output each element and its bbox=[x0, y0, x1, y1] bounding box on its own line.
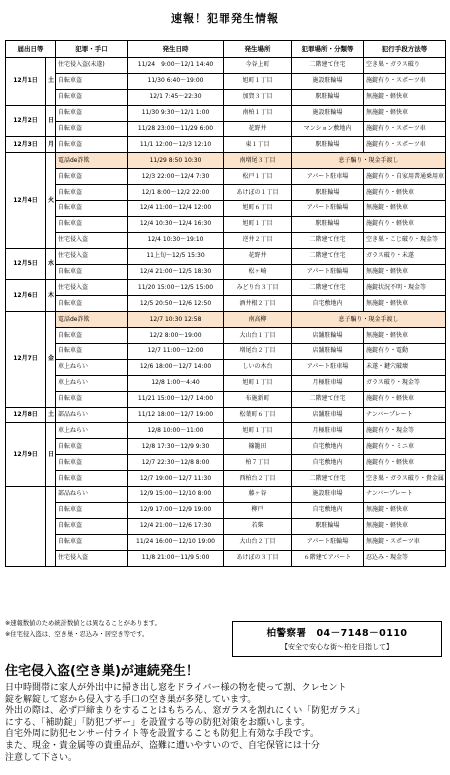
crime-place: 旭町１丁目 bbox=[224, 73, 292, 89]
crime-method: 未遂・鍵穴破壊 bbox=[364, 359, 446, 375]
crime-type: 自転車盗 bbox=[56, 455, 128, 471]
table-row bbox=[6, 232, 446, 248]
crime-datetime: 11/20 15:00～12/5 15:00 bbox=[128, 280, 224, 296]
crime-place: 逆井２丁目 bbox=[224, 232, 292, 248]
crime-method: 無施錠・軽快車 bbox=[364, 518, 446, 534]
table-row bbox=[6, 58, 446, 74]
crime-type: 住宅侵入盗(未遂) bbox=[56, 58, 128, 74]
crime-type: 車上ねらい bbox=[56, 375, 128, 391]
crime-type: 自転車盗 bbox=[56, 169, 128, 185]
table-row bbox=[6, 201, 446, 217]
crime-place: 加賀３丁目 bbox=[224, 89, 292, 105]
crime-method: 空き巣・こじ破り・現金等 bbox=[364, 232, 446, 248]
note-definition: ※住宅侵入盗は、空き巣・忍込み・居空き等です。 bbox=[5, 631, 149, 638]
report-date: 12月6日 bbox=[6, 280, 46, 312]
crime-method: 忍込み・現金等 bbox=[364, 550, 446, 566]
crime-datetime: 12/1 7:45～22:30 bbox=[128, 89, 224, 105]
table-body bbox=[6, 58, 446, 567]
table-row bbox=[6, 137, 446, 153]
place-type: アパート駐車場 bbox=[292, 359, 364, 375]
crime-place: 増尾台２丁目 bbox=[224, 344, 292, 360]
crime-place: 藤ヶ谷 bbox=[224, 487, 292, 503]
crime-datetime: 12/8 1:00～4:40 bbox=[128, 375, 224, 391]
crime-method: 施錠有り・ミニ車 bbox=[364, 439, 446, 455]
table-row bbox=[6, 248, 446, 264]
table-row bbox=[6, 344, 446, 360]
crime-method: 施錠有り・現金等 bbox=[364, 423, 446, 439]
crime-type: 自転車盗 bbox=[56, 518, 128, 534]
crime-method: 施錠有り・電動 bbox=[364, 344, 446, 360]
table-row bbox=[6, 375, 446, 391]
place-type: 自宅敷地内 bbox=[292, 296, 364, 312]
crime-type: 部品ねらい bbox=[56, 487, 128, 503]
table-row bbox=[6, 407, 446, 423]
crime-type: 自転車盗 bbox=[56, 89, 128, 105]
table-row bbox=[6, 534, 446, 550]
crime-place: 柳戸 bbox=[224, 502, 292, 518]
crime-type: 自転車盗 bbox=[56, 121, 128, 137]
header-crime-type: 犯罪・手口 bbox=[56, 41, 128, 58]
crime-type: 自転車盗 bbox=[56, 439, 128, 455]
police-slogan: 【安全で安心な街～柏を目指して】 bbox=[281, 643, 393, 651]
table-row bbox=[6, 455, 446, 471]
crime-type: 自転車盗 bbox=[56, 296, 128, 312]
police-contact-box bbox=[232, 621, 442, 657]
report-weekday: 金 bbox=[46, 312, 56, 407]
crime-method: 空き巣・ガラス破り bbox=[364, 58, 446, 74]
crime-type: 自転車盗 bbox=[56, 216, 128, 232]
crime-datetime: 11/21 15:00～12/7 14:00 bbox=[128, 391, 224, 407]
crime-type: 自転車盗 bbox=[56, 328, 128, 344]
crime-place: 花野井 bbox=[224, 248, 292, 264]
header-date: 届出日等 bbox=[6, 41, 56, 58]
alert-line: 錠を解錠して窓から侵入する手口の空き巣が多発しています。 bbox=[5, 694, 257, 705]
table-header-row bbox=[6, 41, 446, 58]
report-date: 12月9日 bbox=[6, 423, 46, 487]
crime-type: 自転車盗 bbox=[56, 264, 128, 280]
crime-datetime: 12/7 10:30 12:58 bbox=[128, 312, 224, 328]
crime-details: 息子騙り・現金手渡し bbox=[292, 312, 446, 328]
crime-method: 無施錠・軽快車 bbox=[364, 89, 446, 105]
crime-place: みどり台３丁目 bbox=[224, 280, 292, 296]
crime-method: 施錠有り・スポーツ車 bbox=[364, 121, 446, 137]
place-type: 駅駐輪場 bbox=[292, 89, 364, 105]
crime-place: 松戸１丁目 bbox=[224, 169, 292, 185]
report-weekday: 土 bbox=[46, 407, 56, 423]
crime-type: 住宅侵入盗 bbox=[56, 248, 128, 264]
place-type: 駅駐輪場 bbox=[292, 137, 364, 153]
crime-datetime: 11/28 23:00～11/29 6:00 bbox=[128, 121, 224, 137]
report-weekday: 木 bbox=[46, 280, 56, 312]
crime-datetime: 12/8 10:00～11:00 bbox=[128, 423, 224, 439]
report-weekday: 火 bbox=[46, 153, 56, 248]
crime-type: 車上ねらい bbox=[56, 423, 128, 439]
crime-place: 大山台２丁目 bbox=[224, 534, 292, 550]
report-weekday: 月 bbox=[46, 137, 56, 153]
crime-place: 南柏１丁目 bbox=[224, 105, 292, 121]
crime-method: 無施錠・軽快車 bbox=[364, 328, 446, 344]
crime-datetime: 12/1 8:00～12/2 22:00 bbox=[128, 185, 224, 201]
place-type: 駅駐輪場 bbox=[292, 518, 364, 534]
report-date: 12月7日 bbox=[6, 312, 46, 407]
crime-type: 車上ねらい bbox=[56, 359, 128, 375]
table-row bbox=[6, 105, 446, 121]
crime-details: 息子騙り・現金手渡し bbox=[292, 153, 446, 169]
report-date bbox=[6, 487, 46, 566]
crime-method: 施錠状況不明・現金等 bbox=[364, 280, 446, 296]
table-row bbox=[6, 550, 446, 566]
header-place: 発生場所 bbox=[224, 41, 292, 58]
place-type: 自宅敷地内 bbox=[292, 455, 364, 471]
crime-type: 部品ねらい bbox=[56, 407, 128, 423]
place-type: 店舗駐輪場 bbox=[292, 344, 364, 360]
place-type: マンション敷地内 bbox=[292, 121, 364, 137]
place-type: 月極駐車場 bbox=[292, 423, 364, 439]
crime-datetime: 11上旬～12/5 15:30 bbox=[128, 248, 224, 264]
crime-place: 大山台１丁目 bbox=[224, 328, 292, 344]
place-type: アパート駐輪場 bbox=[292, 534, 364, 550]
table-row bbox=[6, 153, 446, 169]
table-row bbox=[6, 280, 446, 296]
report-weekday: 日 bbox=[46, 105, 56, 137]
alert-line: 日中時間帯に家人が外出中に掃き出し窓をドライバー様の物を使って割、クレセント bbox=[5, 683, 347, 693]
crime-place: 西柏台２丁目 bbox=[224, 471, 292, 487]
crime-method: ガラス破り・現金等 bbox=[364, 375, 446, 391]
crime-datetime: 12/9 15:00～12/10 8:00 bbox=[128, 487, 224, 503]
police-phone: 柏警察署 04－7148－0110 bbox=[266, 628, 408, 639]
crime-place: あけぼの３丁目 bbox=[224, 550, 292, 566]
report-date: 12月2日 bbox=[6, 105, 46, 137]
header-place-type: 犯罪場所・分類等 bbox=[292, 41, 364, 58]
crime-method: 無施錠・軽快車 bbox=[364, 502, 446, 518]
table-row bbox=[6, 216, 446, 232]
crime-datetime: 12/8 17:30～12/9 9:30 bbox=[128, 439, 224, 455]
crime-place: 今谷上町 bbox=[224, 58, 292, 74]
place-type: アパート駐車場 bbox=[292, 169, 364, 185]
crime-datetime: 12/9 17:00～12/9 19:00 bbox=[128, 502, 224, 518]
crime-datetime: 12/5 20:50～12/6 12:50 bbox=[128, 296, 224, 312]
crime-method: 施錠有り・軽快車 bbox=[364, 391, 446, 407]
note-statistics: ※速報数値のため統計数値とは異なることがあります。 bbox=[5, 620, 161, 627]
crime-place: 旭町６丁目 bbox=[224, 201, 292, 217]
crime-type: 自転車盗 bbox=[56, 344, 128, 360]
table-row bbox=[6, 89, 446, 105]
table-row bbox=[6, 73, 446, 89]
place-type: 二階建て住宅 bbox=[292, 232, 364, 248]
place-type: 駅駐輪場 bbox=[292, 185, 364, 201]
page-title: 速報！犯罪発生情報 bbox=[171, 12, 279, 25]
table-row bbox=[6, 169, 446, 185]
crime-method: 施錠有り・スポーツ車 bbox=[364, 137, 446, 153]
crime-place: 東１丁目 bbox=[224, 137, 292, 153]
crime-place: 酒井根２丁目 bbox=[224, 296, 292, 312]
place-type: 二階建て住宅 bbox=[292, 391, 364, 407]
place-type: 店舗駐輪場 bbox=[292, 328, 364, 344]
crime-datetime: 11/30 9:30～12/1 1:00 bbox=[128, 105, 224, 121]
crime-method: 無施錠・スポーツ車 bbox=[364, 534, 446, 550]
place-type: 二階建て住宅 bbox=[292, 471, 364, 487]
place-type: 施設駐輪場 bbox=[292, 105, 364, 121]
table-row bbox=[6, 391, 446, 407]
crime-method: ナンバープレート bbox=[364, 407, 446, 423]
table-row bbox=[6, 328, 446, 344]
table-row bbox=[6, 312, 446, 328]
table-row bbox=[6, 423, 446, 439]
place-type: 施設駐輪場 bbox=[292, 73, 364, 89]
crime-type: 電話de詐欺 bbox=[56, 153, 128, 169]
header-datetime: 発生日時 bbox=[128, 41, 224, 58]
crime-method: ガラス破り・未遂 bbox=[364, 248, 446, 264]
crime-type: 自転車盗 bbox=[56, 73, 128, 89]
crime-datetime: 12/4 21:00～12/5 18:30 bbox=[128, 264, 224, 280]
report-date: 12月8日 bbox=[6, 407, 46, 423]
crime-type: 住宅侵入盗 bbox=[56, 232, 128, 248]
place-type: 駅駐輪場 bbox=[292, 216, 364, 232]
place-type: 自宅敷地内 bbox=[292, 502, 364, 518]
report-weekday bbox=[46, 487, 56, 566]
crime-place: 旭町１丁目 bbox=[224, 216, 292, 232]
alert-body bbox=[5, 683, 447, 764]
table-row bbox=[6, 185, 446, 201]
place-type: 二階建て住宅 bbox=[292, 58, 364, 74]
alert-heading: 住宅侵入盗(空き巣)が連続発生！ bbox=[5, 664, 199, 679]
crime-type: 自転車盗 bbox=[56, 471, 128, 487]
crime-type: 自転車盗 bbox=[56, 201, 128, 217]
crime-type: 自転車盗 bbox=[56, 534, 128, 550]
alert-line: 注意して下さい。 bbox=[5, 752, 78, 763]
crime-method: 施錠有り・軽快車 bbox=[364, 185, 446, 201]
alert-line: 外出の際は、必ず戸締まりをすることはもちろん、窓ガラスを割れにくい「防犯ガラス」 bbox=[5, 706, 366, 717]
crime-datetime: 12/4 10:30～19:10 bbox=[128, 232, 224, 248]
table-row bbox=[6, 264, 446, 280]
place-type: 二階建て住宅 bbox=[292, 280, 364, 296]
crime-method: 無施錠・軽快車 bbox=[364, 264, 446, 280]
crime-datetime: 11/8 21:00～11/9 5:00 bbox=[128, 550, 224, 566]
table-row bbox=[6, 471, 446, 487]
crime-datetime: 11/1 12:00～12/3 12:10 bbox=[128, 137, 224, 153]
place-type: アパート駐輪場 bbox=[292, 264, 364, 280]
alert-line: 自宅外周に防犯センサー付ライト等を設置することも防犯上有効な手段です。 bbox=[5, 729, 320, 740]
alert-line: にする、「補助錠」「防犯ブザー」を設置する等の防犯対策をお願いします。 bbox=[5, 717, 311, 728]
crime-place: 布施新町 bbox=[224, 391, 292, 407]
crime-method: 施錠有り・軽快車 bbox=[364, 216, 446, 232]
place-type: 施設駐車場 bbox=[292, 487, 364, 503]
crime-place: 松葉町６丁目 bbox=[224, 407, 292, 423]
table-row bbox=[6, 359, 446, 375]
place-type: 店舗駐車場 bbox=[292, 407, 364, 423]
table-row bbox=[6, 518, 446, 534]
place-type: 月極駐車場 bbox=[292, 375, 364, 391]
crime-datetime: 11/12 18:00～12/7 19:00 bbox=[128, 407, 224, 423]
crime-place: 花野井 bbox=[224, 121, 292, 137]
crime-type: 自転車盗 bbox=[56, 391, 128, 407]
report-weekday: 日 bbox=[46, 423, 56, 487]
crime-place: 柏７丁目 bbox=[224, 455, 292, 471]
crime-place: 旭町１丁目 bbox=[224, 423, 292, 439]
crime-method: 施錠有り・自家用普通乗用車 bbox=[364, 169, 446, 185]
crime-datetime: 11/24 16:00～12/10 19:00 bbox=[128, 534, 224, 550]
crime-datetime: 11/29 8:50 10:30 bbox=[128, 153, 224, 169]
crime-type: 住宅侵入盗 bbox=[56, 550, 128, 566]
crime-type: 自転車盗 bbox=[56, 105, 128, 121]
crime-type: 自転車盗 bbox=[56, 502, 128, 518]
crime-method: 無施錠・軽快車 bbox=[364, 296, 446, 312]
crime-datetime: 12/2 8:00～19:00 bbox=[128, 328, 224, 344]
table-row bbox=[6, 487, 446, 503]
report-weekday: 水 bbox=[46, 248, 56, 280]
crime-method: 無施錠・軽快車 bbox=[364, 105, 446, 121]
crime-datetime: 12/7 22:30～12/8 8:00 bbox=[128, 455, 224, 471]
crime-datetime: 12/3 22:00～12/4 7:30 bbox=[128, 169, 224, 185]
crime-datetime: 12/4 10:30～12/4 16:30 bbox=[128, 216, 224, 232]
report-weekday: 土 bbox=[46, 58, 56, 106]
crime-type: 自転車盗 bbox=[56, 137, 128, 153]
alert-line: また、現金・貴金属等の貴重品が、盗難に遭いやすいので、自宅保管には十分 bbox=[5, 740, 320, 751]
crime-place: 松ヶ崎 bbox=[224, 264, 292, 280]
crime-datetime: 11/30 6:40～19:00 bbox=[128, 73, 224, 89]
table-row bbox=[6, 439, 446, 455]
crime-datetime: 12/4 21:00～12/6 17:30 bbox=[128, 518, 224, 534]
place-type: ６階建てアパート bbox=[292, 550, 364, 566]
crime-datetime: 11/24 9:00～12/1 14:40 bbox=[128, 58, 224, 74]
header-method: 犯行手段方法等 bbox=[364, 41, 446, 58]
report-date: 12月3日 bbox=[6, 137, 46, 153]
crime-method: 無施錠・軽快車 bbox=[364, 201, 446, 217]
report-date: 12月5日 bbox=[6, 248, 46, 280]
crime-datetime: 12/4 11:00～12/4 12:00 bbox=[128, 201, 224, 217]
table-row bbox=[6, 296, 446, 312]
table-row bbox=[6, 121, 446, 137]
crime-table bbox=[5, 40, 446, 567]
place-type: 自宅敷地内 bbox=[292, 439, 364, 455]
crime-place: 旭町１丁目 bbox=[224, 375, 292, 391]
crime-place: 篠籠田 bbox=[224, 439, 292, 455]
crime-type: 自転車盗 bbox=[56, 185, 128, 201]
crime-datetime: 12/7 19:00～12/7 11:30 bbox=[128, 471, 224, 487]
crime-place: しいの木台 bbox=[224, 359, 292, 375]
report-date: 12月1日 bbox=[6, 58, 46, 106]
crime-place: 若柴 bbox=[224, 518, 292, 534]
crime-method: 施錠有り・スポーツ車 bbox=[364, 73, 446, 89]
crime-place: 南増尾３丁目 bbox=[224, 153, 292, 169]
crime-method: 空き巣・ガラス破り・貴金属 bbox=[364, 471, 446, 487]
crime-method: 施錠有り・軽快車 bbox=[364, 455, 446, 471]
crime-place: 南高柳 bbox=[224, 312, 292, 328]
crime-type: 電話de詐欺 bbox=[56, 312, 128, 328]
crime-method: ナンバープレート bbox=[364, 487, 446, 503]
crime-datetime: 12/7 11:00～12:00 bbox=[128, 344, 224, 360]
crime-place: あけぼの１丁目 bbox=[224, 185, 292, 201]
place-type: 二階建て住宅 bbox=[292, 248, 364, 264]
crime-datetime: 12/6 18:00～12/7 14:00 bbox=[128, 359, 224, 375]
report-date: 12月4日 bbox=[6, 153, 46, 248]
place-type: アパート駐輪場 bbox=[292, 201, 364, 217]
table-row bbox=[6, 502, 446, 518]
crime-type: 住宅侵入盗 bbox=[56, 280, 128, 296]
